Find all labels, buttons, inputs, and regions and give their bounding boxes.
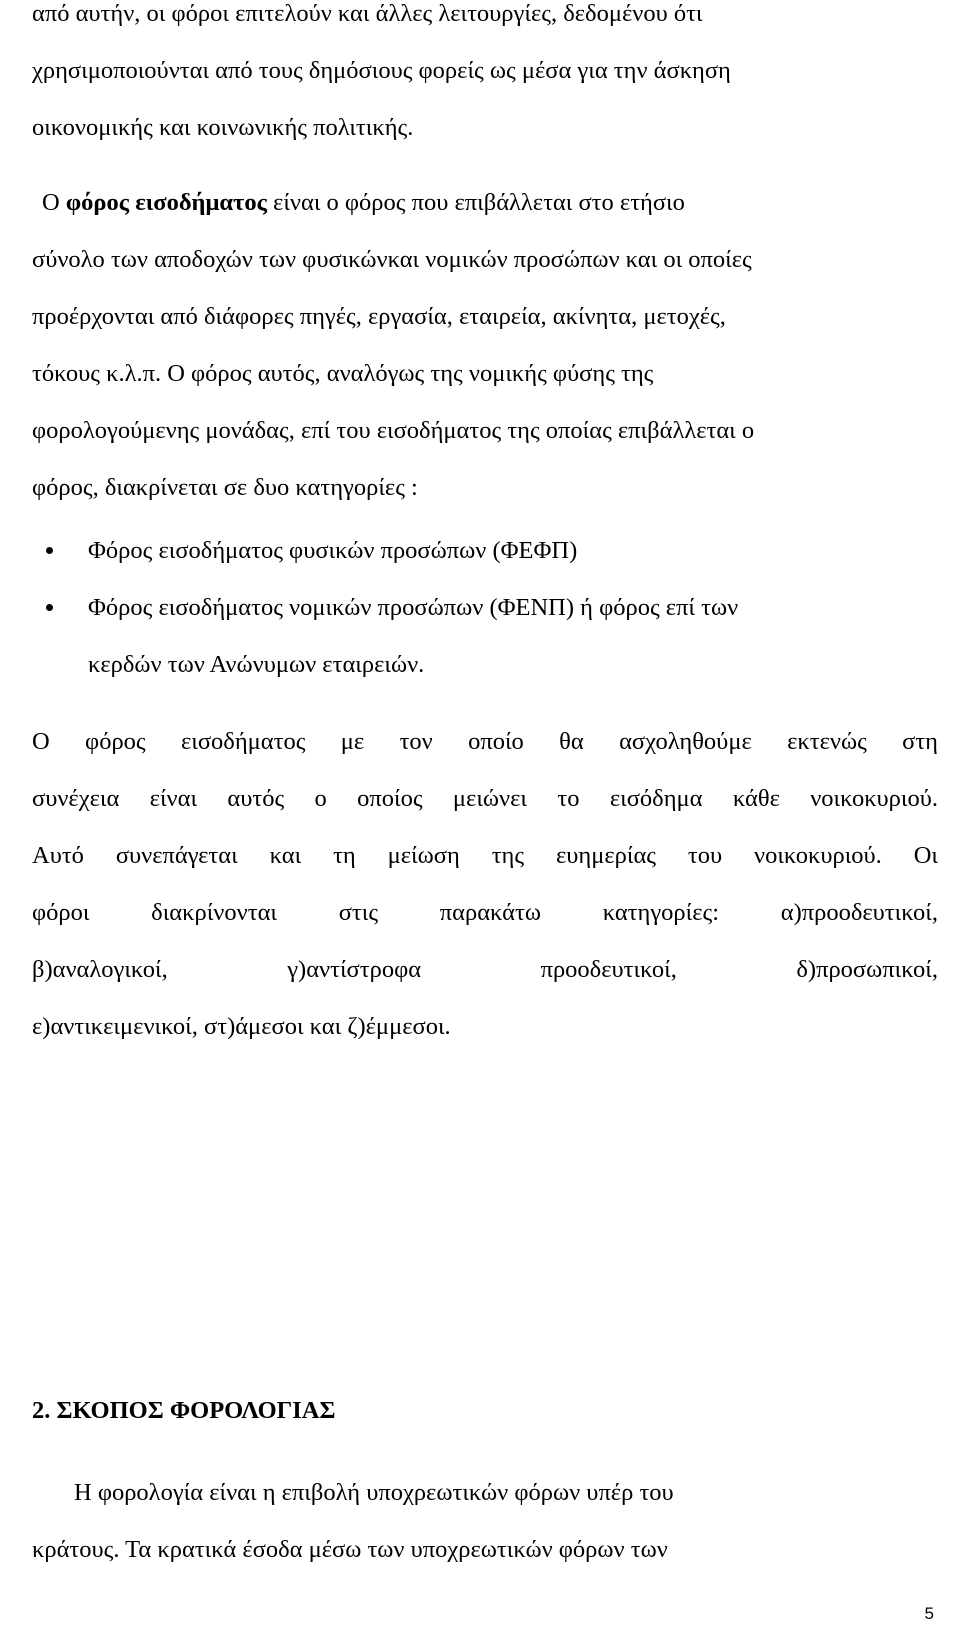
income-tax-paragraph <box>32 174 938 516</box>
intro-line: οικονομικής και κοινωνικής πολιτικής. <box>32 114 414 141</box>
intro-line: χρησιμοποιούνται από τους δημόσιους φορείς ως μέσα για την άσκηση <box>32 57 731 84</box>
intro-line: από αυτήν, οι φόροι επιτελούν και άλλες λειτουργίες, δεδομένου ότι <box>32 0 703 27</box>
list-item-text: Φόρος εισοδήματος φυσικών προσώπων (ΦΕΦΠ) <box>88 537 578 564</box>
income-tax-line: φόρος, διακρίνεται σε δυο κατηγορίες : <box>32 474 418 501</box>
income-tax-line: προέρχονται από διάφορες πηγές, εργασία, εταιρεία, ακίνητα, μετοχές, <box>32 303 726 330</box>
page-number: 5 <box>924 1604 934 1623</box>
list-item <box>44 579 934 693</box>
discussion-line: β)αναλογικοί, γ)αντίστροφα προοδευτικοί, δ)προσωπικοί, <box>32 956 938 983</box>
income-tax-term: φόρος εισοδήματος <box>65 189 267 216</box>
tax-categories-list <box>44 522 934 693</box>
income-tax-lead-line <box>32 174 938 231</box>
discussion-paragraph <box>32 713 938 1055</box>
intro-paragraph <box>32 0 938 156</box>
list-item <box>44 522 934 579</box>
section2-line: Η φορολογία είναι η επιβολή υποχρεωτικών φόρων υπέρ του <box>74 1479 674 1506</box>
income-tax-line: σύνολο των αποδοχών των φυσικώνκαι νομικών προσώπων και οι οποίες <box>32 246 752 273</box>
discussion-line: Ο φόρος εισοδήματος με τον οποίο θα ασχοληθούμε εκτενώς στη <box>32 728 938 755</box>
lead-suffix: είναι ο φόρος που επιβάλλεται στο ετήσιο <box>266 189 685 216</box>
list-item-text: κερδών των Ανώνυμων εταιρειών. <box>88 651 425 678</box>
section2-line: κράτους. Τα κρατικά έσοδα μέσω των υποχρεωτικών φόρων των <box>32 1536 668 1563</box>
section2-paragraph <box>32 1464 938 1578</box>
lead-prefix: Ο <box>42 189 66 216</box>
bullet-icon <box>46 547 53 554</box>
list-item-text: Φόρος εισοδήματος νομικών προσώπων (ΦΕΝΠ) ή φόρος επί των <box>88 594 739 621</box>
discussion-line: συνέχεια είναι αυτός ο οποίος μειώνει το εισόδημα κάθε νοικοκυριού. <box>32 785 938 812</box>
section-heading: 2. ΣΚΟΠΟΣ ΦΟΡΟΛΟΓΙΑΣ <box>32 1397 336 1424</box>
bullet-icon <box>46 604 53 611</box>
discussion-line: ε)αντικειμενικοί, στ)άμεσοι και ζ)έμμεσοι. <box>32 1013 451 1040</box>
income-tax-line: φορολογούμενης μονάδας, επί του εισοδήματος της οποίας επιβάλλεται ο <box>32 417 755 444</box>
discussion-line: φόροι διακρίνονται στις παρακάτω κατηγορίες: α)προοδευτικοί, <box>32 899 938 926</box>
discussion-line: Αυτό συνεπάγεται και τη μείωση της ευημερίας του νοικοκυριού. Οι <box>32 842 938 869</box>
income-tax-line: τόκους κ.λ.π. Ο φόρος αυτός, αναλόγως της νομικής φύσης της <box>32 360 654 387</box>
